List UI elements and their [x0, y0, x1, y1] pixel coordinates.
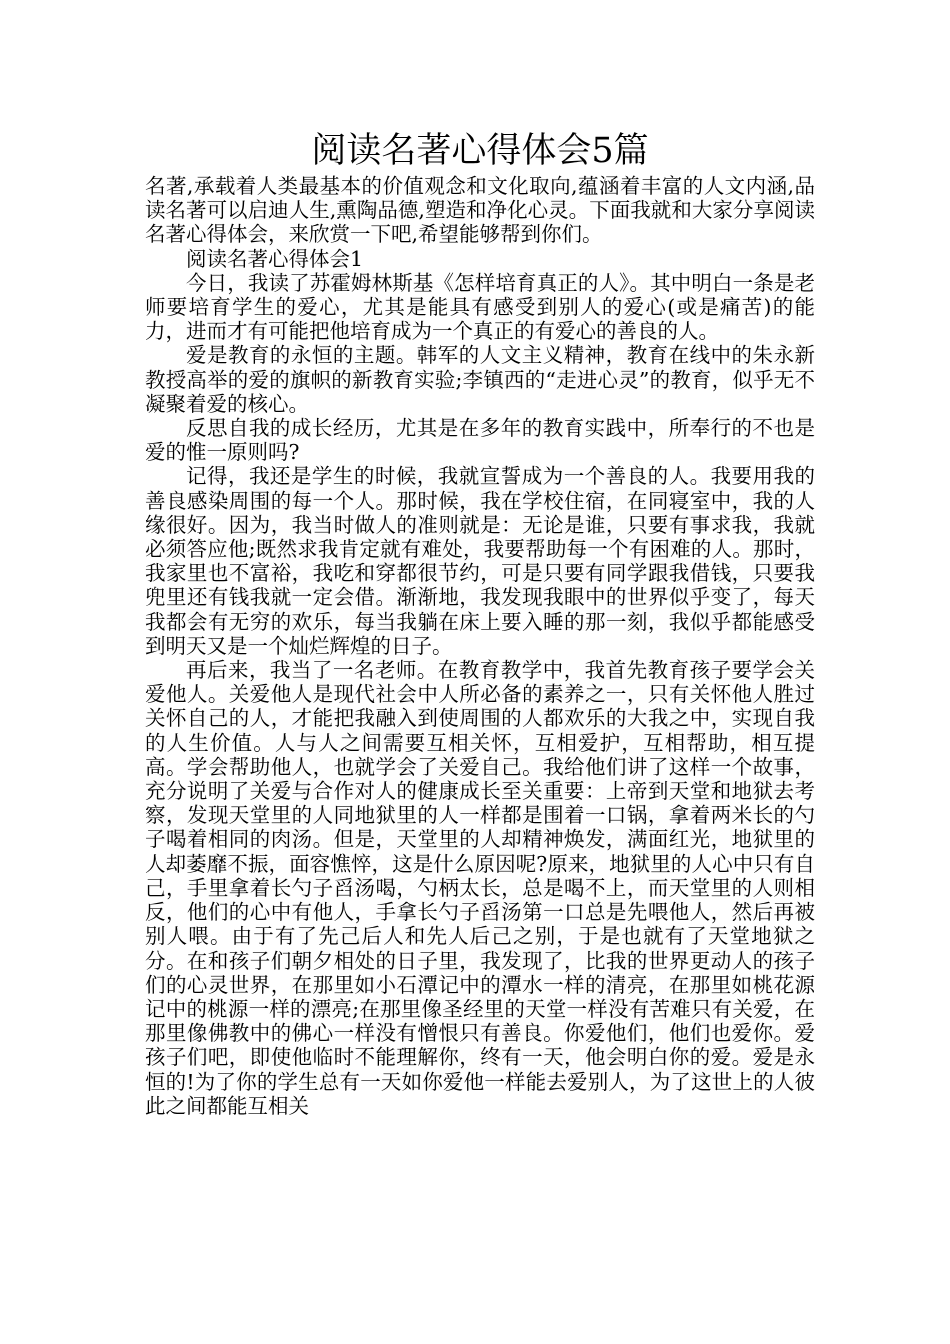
body-paragraph: 反思自我的成长经历，尤其是在多年的教育实践中，所奉行的不也是爱的惟一原则吗?: [145, 416, 815, 465]
body-paragraph: 今日，我读了苏霍姆林斯基《怎样培育真正的人》。其中明白一条是老师要培育学生的爱心，尤其是能具有感受到别人的爱心(或是痛苦)的能力，进而才有可能把他培育成为一个真正的有爱心的善良的人。: [145, 270, 815, 344]
body-paragraph: 爱是教育的永恒的主题。韩军的人文主义精神，教育在线中的朱永新教授高举的爱的旗帜的新教育实验;李镇西的“走进心灵”的教育，似乎无不凝聚着爱的核心。: [145, 343, 815, 416]
body-paragraph: 记得，我还是学生的时候，我就宣誓成为一个善良的人。我要用我的善良感染周围的每一个人。那时候，我在学校住宿，在同寝室中，我的人缘很好。因为，我当时做人的准则就是：无论是谁，只要有事求我，我就必须答应他;既然求我肯定就有难处，我要帮助每一个有困难的人。那时，我家里也不富裕，我吃和穿都很节约，可是只要有同学跟我借钱，只要我兜里还有钱我就一定会借。渐渐地，我发现我眼中的世界似乎变了，每天我都会有无穷的欢乐，每当我躺在床上要入睡的那一刻，我似乎都能感受到明天又是一个灿烂辉煌的日子。: [145, 464, 815, 658]
body-paragraph: 再后来，我当了一名老师。在教育教学中，我首先教育孩子要学会关爱他人。关爱他人是现代社会中人所必备的素养之一，只有关怀他人胜过关怀自己的人，才能把我融入到使周围的人都欢乐的大我之中，实现自我的人生价值。人与人之间需要互相关怀，互相爱护，互相帮助，相互提高。学会帮助他人，也就学会了关爱自己。我给他们讲了这样一个故事，充分说明了关爱与合作对人的健康成长至关重要：上帝到天堂和地狱去考察，发现天堂里的人同地狱里的人一样都是围着一口锅，拿着两米长的勺子喝着相同的肉汤。但是，天堂里的人却精神焕发，满面红光，地狱里的人却萎靡不振，面容憔悴，这是什么原因呢?原来，地狱里的人心中只有自己，手里拿着长勺子舀汤喝，勺柄太长，总是喝不上，而天堂里的人则相反，他们的心中有他人，手拿长勺子舀汤第一口总是先喂他人，然后再被别人喂。由于有了先己后人和先人后己之别，于是也就有了天堂地狱之分。在和孩子们朝夕相处的日子里，我发现了，比我的世界更动人的孩子们的心灵世界，在那里如小石潭记中的潭水一样的清亮，在那里如桃花源记中的桃源一样的漂亮;在那里像圣经里的天堂一样没有苦难只有关爱，在那里像佛教中的佛心一样没有憎恨只有善良。你爱他们，他们也爱你。爱孩子们吧，即使他临时不能理解你，终有一天，他会明白你的爱。爱是永恒的!为了你的学生总有一天如你爱他一样能去爱别人，为了这世上的人彼此之间都能互相关: [145, 658, 815, 1118]
document-title: 阅读名著心得体会5篇: [311, 131, 649, 171]
intro-paragraph: 名著,承载着人类最基本的价值观念和文化取向,蕴涵着丰富的人文内涵,品读名著可以启迪人生,熏陶品德,塑造和净化心灵。下面我就和大家分享阅读名著心得体会，来欣赏一下吧,希望能够帮到你们。: [145, 174, 815, 247]
document-body: [145, 174, 815, 1118]
section-heading: 阅读名著心得体会1: [186, 246, 364, 271]
document-page: [145, 128, 815, 1118]
